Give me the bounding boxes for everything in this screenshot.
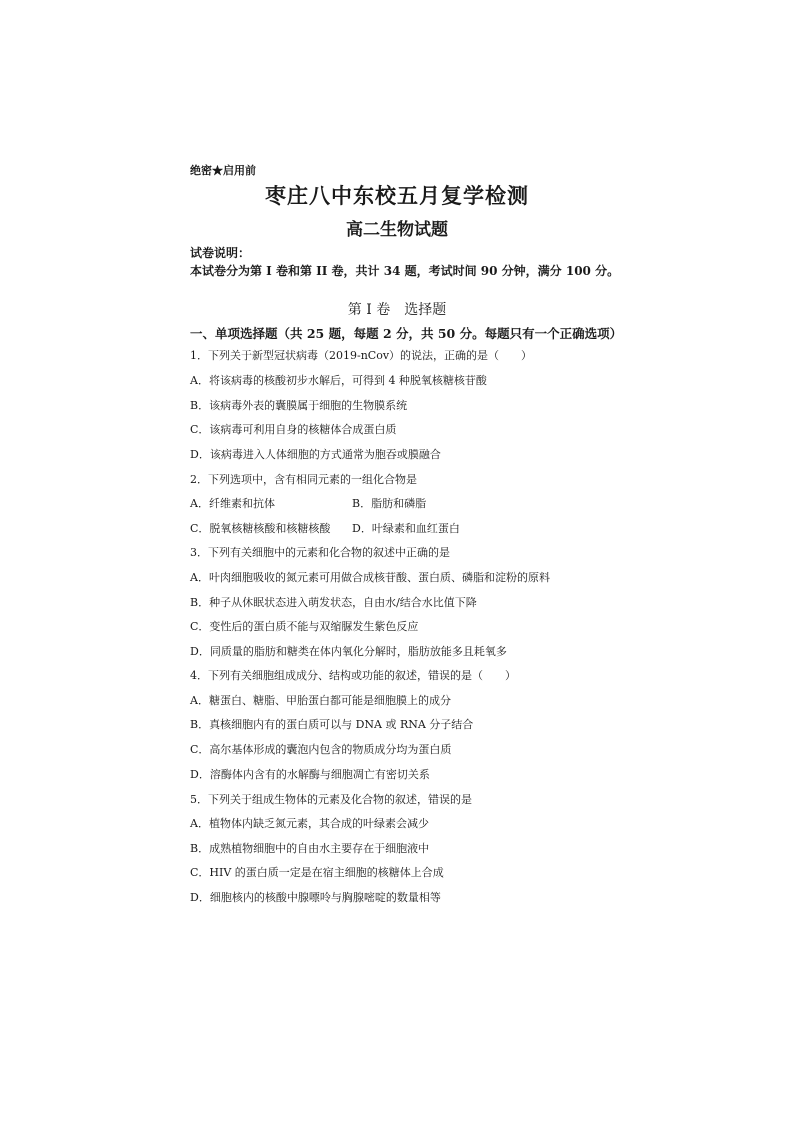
section-heading: 一、单项选择题（共 25 题，每题 2 分，共 50 分。每题只有一个正确选项） <box>190 326 623 341</box>
option-d: D．该病毒进入人体细胞的方式通常为胞吞或膜融合 <box>190 448 441 461</box>
option-a: A．叶肉细胞吸收的氮元素可用做合成核苷酸、蛋白质、磷脂和淀粉的原料 <box>190 571 550 584</box>
option-c: C．脱氧核糖核酸和核糖核酸 <box>190 522 331 535</box>
option-c: C．该病毒可利用自身的核糖体合成蛋白质 <box>190 423 397 436</box>
option-b: B．真核细胞内有的蛋白质可以与 DNA 或 RNA 分子结合 <box>190 718 474 731</box>
option-b: B．脂肪和磷脂 <box>352 497 427 510</box>
option-c: C．变性后的蛋白质不能与双缩脲发生紫色反应 <box>190 620 419 633</box>
option-a: A．糖蛋白、糖脂、甲胎蛋白都可能是细胞膜上的成分 <box>190 694 451 707</box>
question-stem: 4．下列有关细胞组成成分、结构或功能的叙述，错误的是（ ） <box>190 669 516 682</box>
option-a: A．将该病毒的核酸初步水解后，可得到 4 种脱氧核糖核苷酸 <box>190 374 487 387</box>
question-stem: 2．下列选项中，含有相同元素的一组化合物是 <box>190 473 417 486</box>
option-d: D．细胞核内的核酸中腺嘌呤与胸腺嘧啶的数量相等 <box>190 891 441 904</box>
option-b: B．该病毒外表的囊膜属于细胞的生物膜系统 <box>190 399 408 412</box>
option-d: D．叶绿素和血红蛋白 <box>352 522 460 535</box>
confidential-mark: 绝密★启用前 <box>190 164 256 177</box>
notes-heading: 试卷说明： <box>190 246 251 260</box>
question-stem: 1．下列关于新型冠状病毒（2019-nCov）的说法，正确的是（ ） <box>190 349 533 362</box>
option-d: D．溶酶体内含有的水解酶与细胞凋亡有密切关系 <box>190 768 430 781</box>
option-c: C．HIV 的蛋白质一定是在宿主细胞的核糖体上合成 <box>190 866 444 879</box>
notes-text: 本试卷分为第 I 卷和第 II 卷，共计 34 题，考试时间 90 分钟，满分 100 分。 <box>190 264 620 278</box>
question-stem: 3．下列有关细胞中的元素和化合物的叙述中正确的是 <box>190 546 450 559</box>
option-a: A．纤维素和抗体 <box>190 497 275 510</box>
part-title: 第 I 卷 选择题 <box>347 302 447 318</box>
option-d: D．同质量的脂肪和糖类在体内氧化分解时，脂肪放能多且耗氧多 <box>190 645 507 658</box>
option-c: C．高尔基体形成的囊泡内包含的物质成分均为蛋白质 <box>190 743 452 756</box>
option-a: A．植物体内缺乏氮元素，其合成的叶绿素会减少 <box>190 817 429 830</box>
subject-title: 高二生物试题 <box>346 220 448 240</box>
exam-title: 枣庄八中东校五月复学检测 <box>265 183 529 208</box>
option-b: B．成熟植物细胞中的自由水主要存在于细胞液中 <box>190 842 430 855</box>
option-b: B．种子从休眠状态进入萌发状态，自由水/结合水比值下降 <box>190 596 477 609</box>
question-stem: 5．下列关于组成生物体的元素及化合物的叙述，错误的是 <box>190 793 472 806</box>
